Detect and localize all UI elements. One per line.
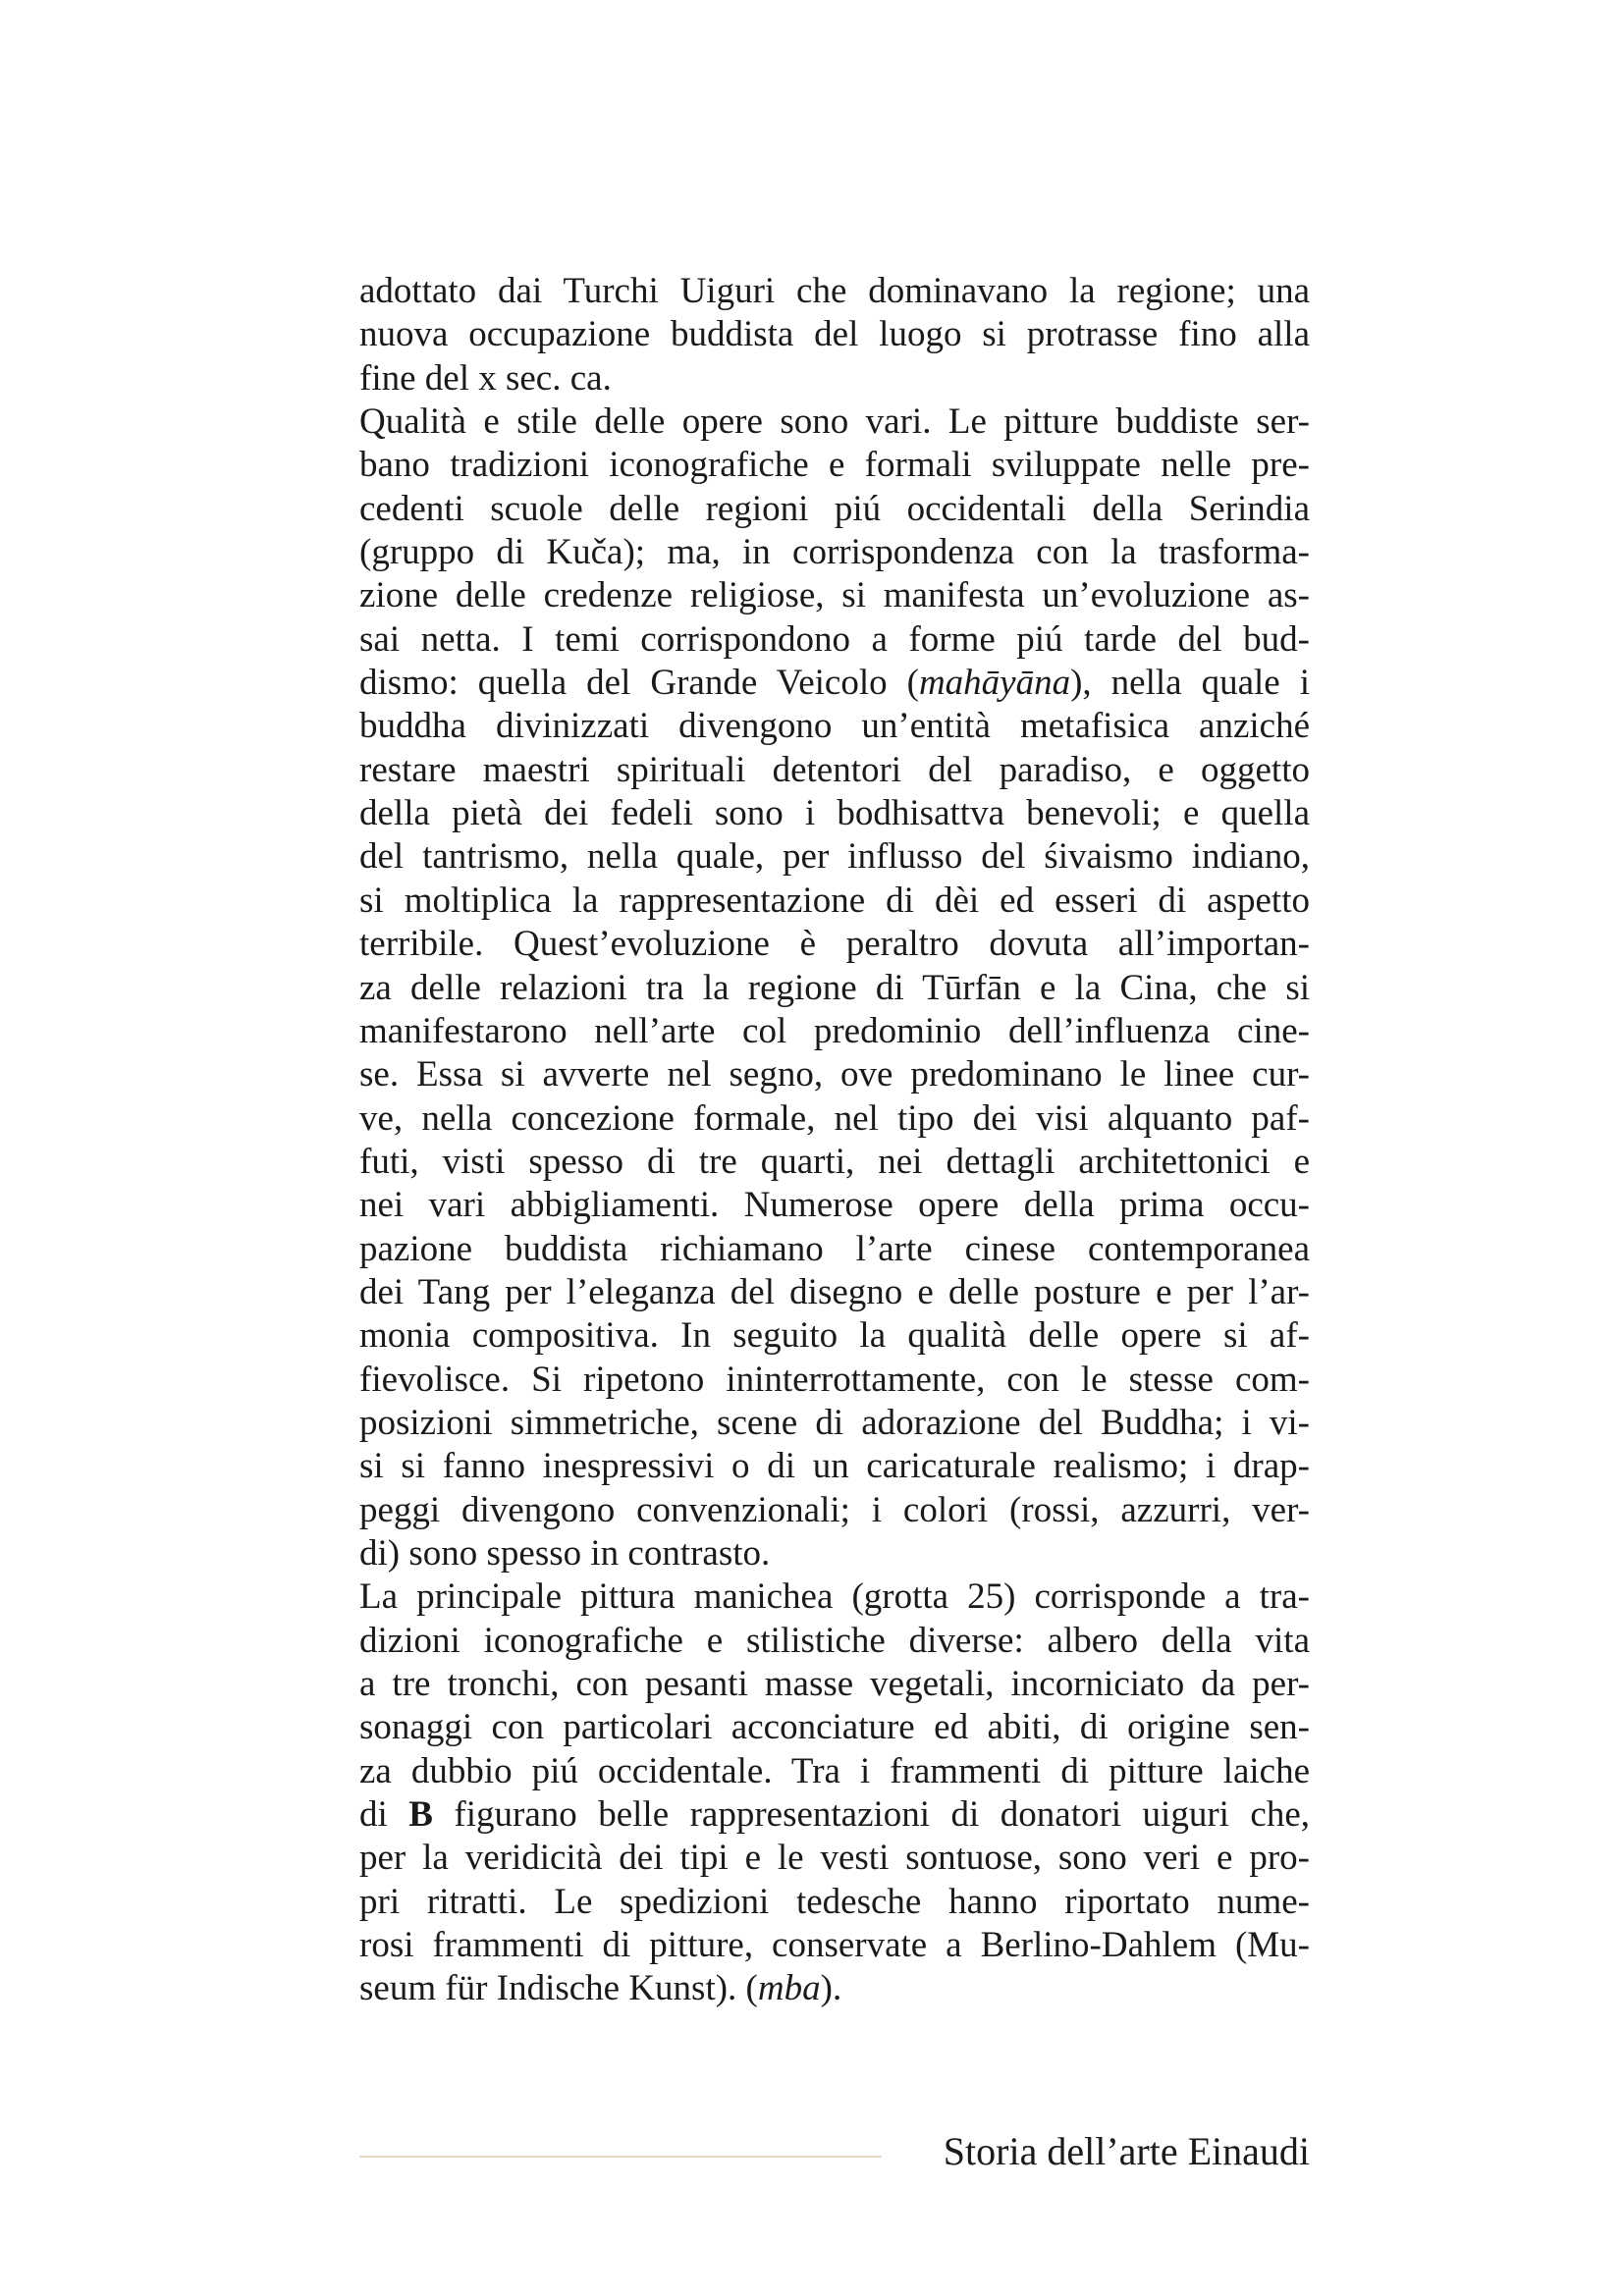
text-line: manifestarono nell’arte col predominio dell’influenza cine-	[359, 1010, 1310, 1051]
text-line: rosi frammenti di pitture, conservate a Berlino-Dahlem (Mu-	[359, 1925, 1310, 1966]
text-line: a tre tronchi, con pesanti masse vegetali, incorniciato da per-	[359, 1664, 1310, 1704]
text-line: si moltiplica la rappresentazione di dèi ed esseri di aspetto	[359, 880, 1310, 921]
text-segment: ).	[820, 1968, 842, 2009]
text-line: za dubbio piú occidentale. Tra i frammenti di pitture laiche	[359, 1750, 1310, 1791]
text-line: futi, visti spesso di tre quarti, nei dettagli architettonici e	[359, 1141, 1310, 1182]
italic-text: mahāyāna	[918, 663, 1071, 704]
text-segment: seum für Indische Kunst). (	[359, 1968, 758, 2009]
text-line: dizioni iconografiche e stilistiche diverse: albero della vita	[359, 1620, 1310, 1661]
text-line	[359, 1967, 1310, 2010]
text-line: peggi divengono convenzionali; i colori (rossi, azzurri, ver-	[359, 1489, 1310, 1530]
footer-rule	[359, 2156, 882, 2158]
text-line: si si fanno inespressivi o di un caricaturale realismo; i drap-	[359, 1446, 1310, 1487]
text-line: pri ritratti. Le spedizioni tedesche hanno riportato nume-	[359, 1881, 1310, 1922]
text-line: del tantrismo, nella quale, per influsso del śivaismo indiano,	[359, 836, 1310, 878]
text-line: zione delle credenze religiose, si manifesta un’evoluzione as-	[359, 575, 1310, 616]
text-line: bano tradizioni iconografiche e formali sviluppate nelle pre-	[359, 445, 1310, 486]
text-line: per la veridicità dei tipi e le vesti sontuose, sono veri e pro-	[359, 1838, 1310, 1879]
text-segment: di	[359, 1794, 409, 1836]
text-line: della pietà dei fedeli sono i bodhisattva benevoli; e quella	[359, 793, 1310, 834]
text-line: restare maestri spirituali detentori del paradiso, e oggetto	[359, 749, 1310, 790]
text-line: nei vari abbigliamenti. Numerose opere della prima occu-	[359, 1185, 1310, 1226]
text-line: sai netta. I temi corrispondono a forme piú tarde del bud-	[359, 618, 1310, 660]
text-line: La principale pittura manichea (grotta 25) corrisponde a tra-	[359, 1576, 1310, 1618]
text-line: monia compositiva. In seguito la qualità delle opere si af-	[359, 1315, 1310, 1357]
text-line: za delle relazioni tra la regione di Tūrfān e la Cina, che si	[359, 967, 1310, 1008]
text-segment: figurano belle rappresentazioni di donatori uiguri che,	[432, 1794, 1310, 1836]
text-segment: ), nella quale i	[1070, 663, 1310, 704]
text-segment: dismo: quella del Grande Veicolo (	[359, 663, 919, 704]
text-line: sonaggi con particolari acconciature ed abiti, di origine sen-	[359, 1707, 1310, 1748]
text-line: posizioni simmetriche, scene di adorazione del Buddha; i vi-	[359, 1402, 1310, 1443]
bold-text: B	[408, 1794, 433, 1836]
text-line: fine del x sec. ca.	[359, 357, 612, 399]
text-line: fievolisce. Si ripetono ininterrottamente, con le stesse com-	[359, 1359, 1310, 1400]
text-line: buddha divinizzati divengono un’entità metafisica anziché	[359, 706, 1310, 747]
footer-title: Storia dell’arte Einaudi	[943, 2129, 1310, 2173]
text-line: dei Tang per l’eleganza del disegno e delle posture e per l’ar-	[359, 1271, 1310, 1312]
text-line	[359, 1793, 1310, 1837]
text-line: cedenti scuole delle regioni piú occidentali della Serindia	[359, 488, 1310, 529]
text-line: ve, nella concezione formale, nel tipo dei visi alquanto paf-	[359, 1097, 1310, 1139]
body-text	[359, 270, 1310, 2011]
italic-text: mba	[757, 1968, 821, 2009]
text-line: Qualità e stile delle opere sono vari. Le pitture buddiste ser-	[359, 401, 1310, 443]
text-line: pazione buddista richiamano l’arte cinese contemporanea	[359, 1228, 1310, 1269]
text-line: (gruppo di Kuča); ma, in corrispondenza con la trasforma-	[359, 532, 1310, 573]
text-line: adottato dai Turchi Uiguri che dominavano la regione; una	[359, 271, 1310, 311]
text-line	[359, 662, 1310, 705]
text-line: nuova occupazione buddista del luogo si protrasse fino alla	[359, 314, 1310, 355]
text-line: terribile. Quest’evoluzione è peraltro dovuta all’importan-	[359, 924, 1310, 965]
text-line: se. Essa si avverte nel segno, ove predominano le linee cur-	[359, 1054, 1310, 1095]
text-line: di) sono spesso in contrasto.	[359, 1532, 771, 1574]
